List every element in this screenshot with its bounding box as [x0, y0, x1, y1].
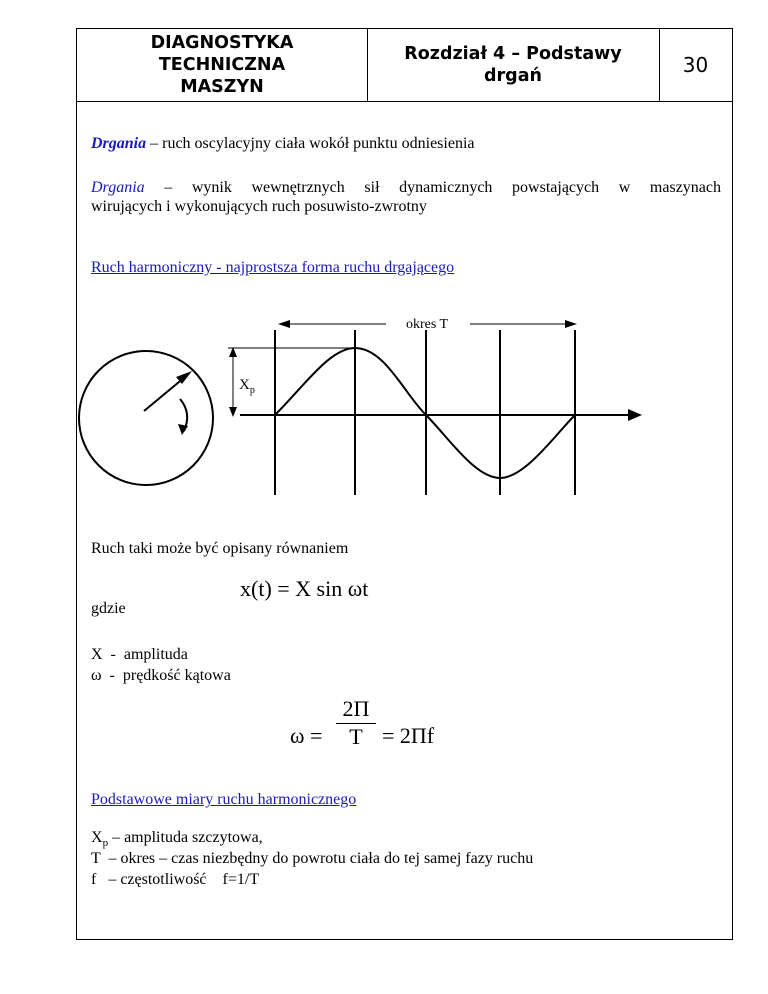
page-header [77, 29, 732, 102]
omega-rhs: = 2Πf [382, 723, 435, 748]
time-axis-arrow-icon [628, 409, 642, 421]
omega-numerator: 2Π [342, 696, 370, 721]
definition-2-text: – wynik wewnętrznych sił dynamicznych powstających w maszynach [144, 179, 721, 196]
definition-2-term: Drgania [91, 179, 145, 196]
radius-arrow [144, 377, 185, 411]
harmonic-motion-figure [70, 305, 670, 505]
amplitude-label: $X_p$ [239, 377, 255, 396]
variable-omega: ω - prędkość kątowa [91, 667, 231, 684]
page-number: 30 [682, 53, 709, 77]
harmonic-heading: Ruch harmoniczny - najprostsza forma ruchu drgającego [91, 259, 455, 276]
omega-fraction [336, 696, 376, 750]
omega-lhs: ω = [290, 723, 323, 748]
period-arrowhead-left [278, 320, 290, 328]
measure-t: T – okres – czas niezbędny do powrotu ciała do tej samej fazy ruchu [91, 850, 534, 867]
measure-xp [91, 829, 263, 849]
course-title [77, 29, 368, 101]
course-title-line2: TECHNICZNA [158, 55, 286, 75]
variable-x: X - amplituda [91, 646, 188, 663]
omega-denominator: T [336, 723, 376, 750]
definition-2-line2: wirujących i wykonujących ruch posuwisto-zwrotny [91, 198, 427, 215]
definition-1 [91, 135, 474, 153]
chapter-title-line1: Rozdział 4 – Podstawy [404, 44, 622, 64]
period-label: okres T [405, 317, 449, 332]
motion-equation: x(t) = X sin ωt [240, 576, 369, 601]
where-label: gdzie [91, 600, 126, 617]
measure-xp-symbol: X [91, 829, 103, 846]
course-title-line1: DIAGNOSTYKA [150, 33, 294, 53]
chapter-title [367, 29, 660, 101]
chapter-title-line2: drgań [484, 66, 542, 86]
measure-f: f – częstotliwość f=1/T [91, 871, 260, 888]
measure-xp-sub: p [102, 837, 109, 850]
definition-1-term: Drgania [91, 135, 147, 152]
amplitude-arrow-bottom [229, 407, 237, 417]
course-title-line3: MASZYN [180, 77, 264, 97]
rotation-circle [79, 351, 213, 485]
equation-intro: Ruch taki może być opisany równaniem [91, 540, 349, 557]
definition-2-line1 [91, 179, 721, 197]
definition-1-text: – ruch oscylacyjny ciała wokół punktu odniesienia [146, 135, 475, 152]
measure-xp-text: – amplituda szczytowa, [108, 829, 263, 846]
measures-heading: Podstawowe miary ruchu harmonicznego [91, 791, 357, 808]
period-arrowhead-right [565, 320, 577, 328]
